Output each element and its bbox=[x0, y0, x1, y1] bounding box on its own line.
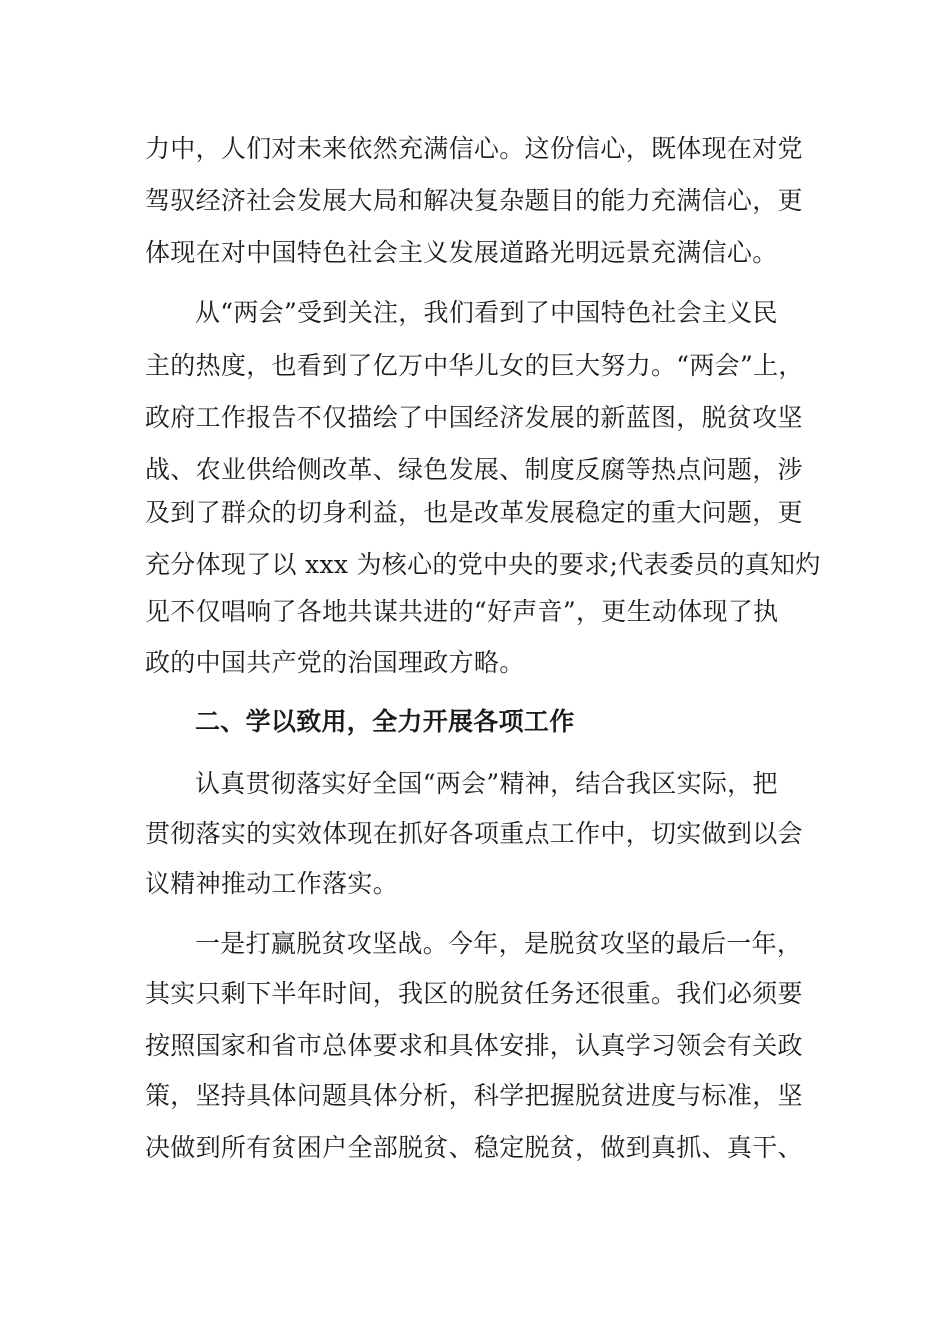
paragraph-line: 主的热度，也看到了亿万中华儿女的巨大努力。“两会”上， bbox=[145, 351, 804, 380]
paragraph-line: 从“两会”受到关注，我们看到了中国特色社会主义民 bbox=[195, 298, 778, 327]
paragraph-line: 驾驭经济社会发展大局和解决复杂题目的能力充满信心，更 bbox=[145, 186, 803, 215]
paragraph-line: 一是打赢脱贫攻坚战。今年，是脱贫攻坚的最后一年， bbox=[195, 929, 803, 958]
paragraph-line: 力中，人们对未来依然充满信心。这份信心，既体现在对党 bbox=[145, 134, 803, 163]
paragraph-line: 策，坚持具体问题具体分析，科学把握脱贫进度与标准，坚 bbox=[145, 1081, 803, 1110]
paragraph-line: 政府工作报告不仅描绘了中国经济发展的新蓝图，脱贫攻坚 bbox=[145, 403, 803, 432]
paragraph-line: 按照国家和省市总体要求和具体安排，认真学习领会有关政 bbox=[145, 1031, 803, 1060]
paragraph-line: 其实只剩下半年时间，我区的脱贫任务还很重。我们必须要 bbox=[145, 979, 803, 1008]
paragraph-line: 政的中国共产党的治国理政方略。 bbox=[145, 648, 525, 677]
paragraph-line: 体现在对中国特色社会主义发展道路光明远景充满信心。 bbox=[145, 238, 778, 267]
paragraph-line: 见不仅唱响了各地共谋共进的“好声音”，更生动体现了执 bbox=[145, 597, 779, 626]
paragraph-line: 战、农业供给侧改革、绿色发展、制度反腐等热点问题，涉 bbox=[145, 455, 803, 484]
paragraph-line: 充分体现了以 xxx 为核心的党中央的要求;代表委员的真知灼 bbox=[145, 550, 821, 579]
paragraph-line: 及到了群众的切身利益，也是改革发展稳定的重大问题，更 bbox=[145, 498, 803, 527]
section-heading: 二、学以致用，全力开展各项工作 bbox=[195, 707, 575, 736]
paragraph-line: 议精神推动工作落实。 bbox=[145, 869, 399, 898]
paragraph-line: 决做到所有贫困户全部脱贫、稳定脱贫，做到真抓、真干、 bbox=[145, 1133, 803, 1162]
paragraph-line: 贯彻落实的实效体现在抓好各项重点工作中，切实做到以会 bbox=[145, 819, 803, 848]
paragraph-line: 认真贯彻落实好全国“两会”精神，结合我区实际，把 bbox=[195, 769, 778, 798]
